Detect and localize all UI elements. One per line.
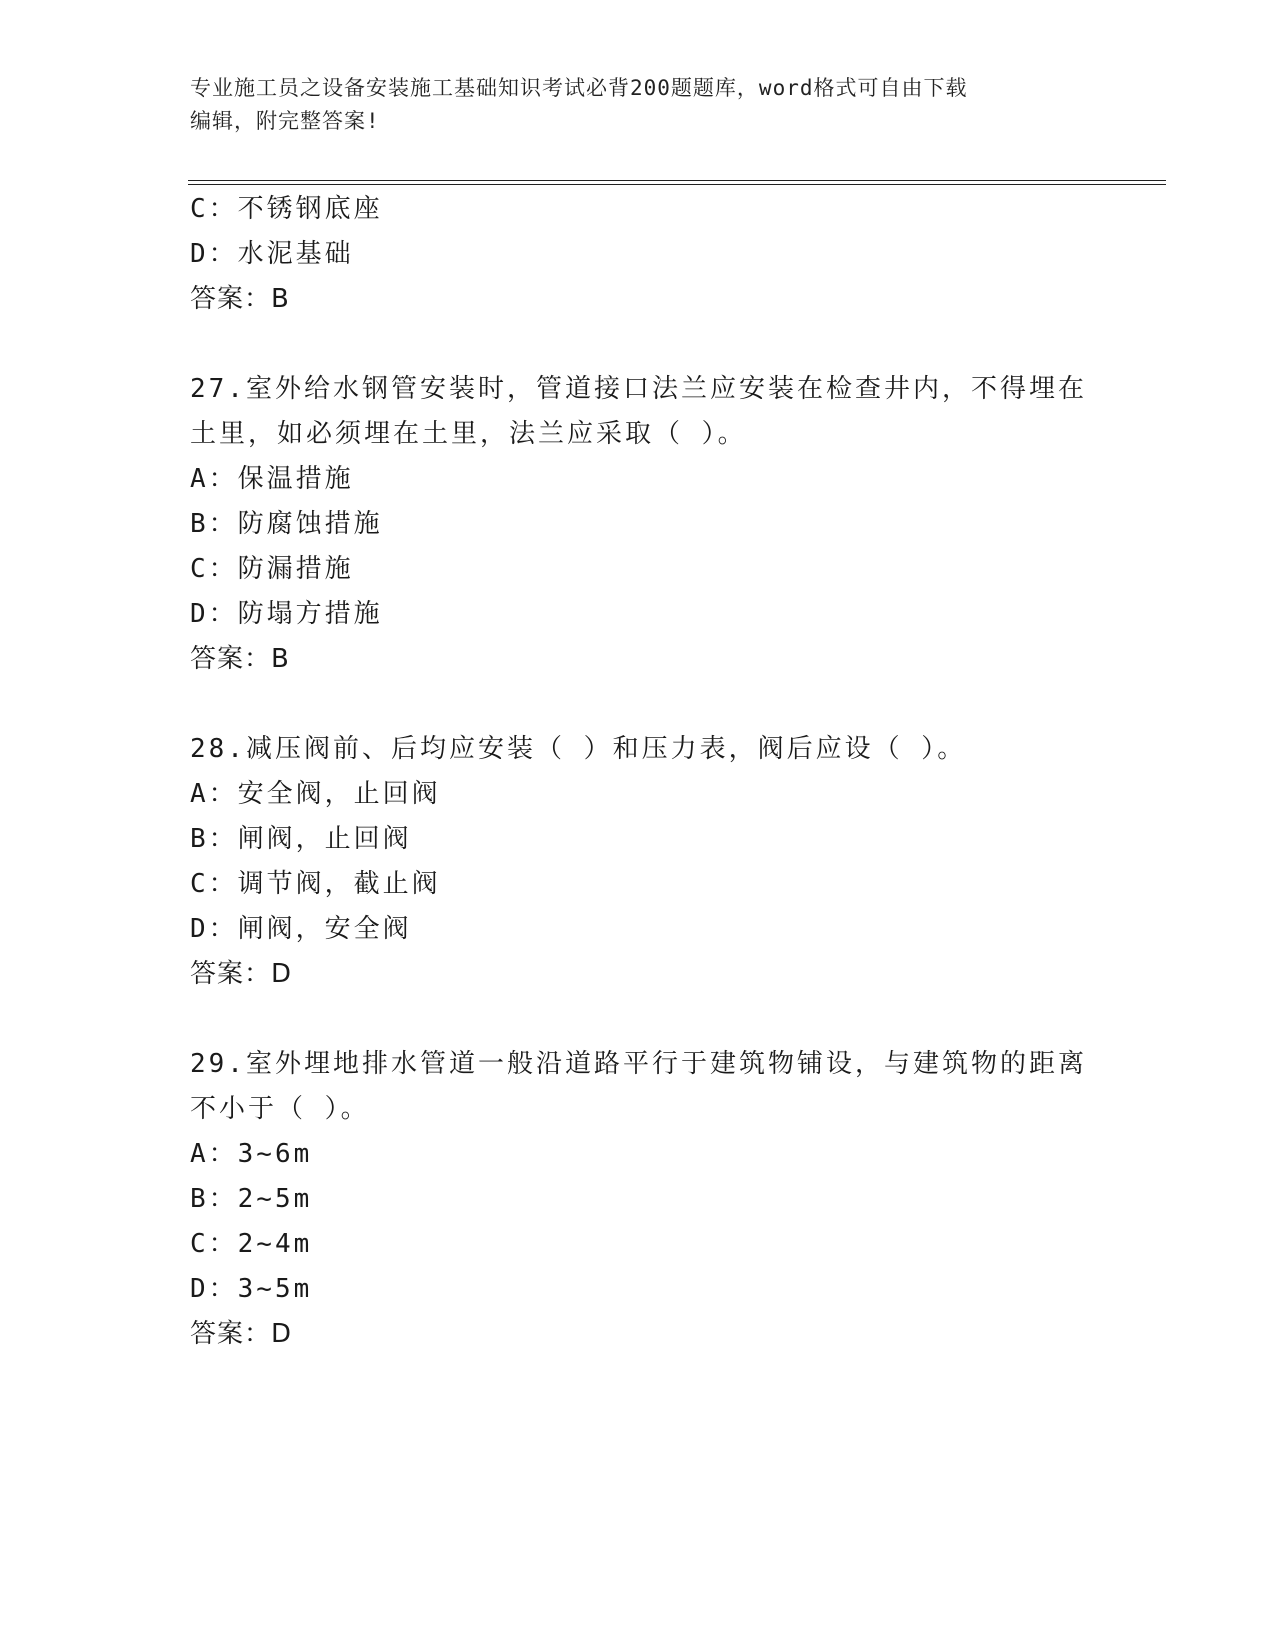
q28-option-c: C：调节阀，截止阀 [190, 869, 441, 899]
q26-option-d: D：水泥基础 [190, 239, 354, 269]
q27-answer: 答案：B [190, 644, 290, 674]
q27-option-a: A：保温措施 [190, 464, 354, 494]
header-title-line-1: 专业施工员之设备安装施工基础知识考试必背200题题库，word格式可自由下载 [190, 76, 968, 100]
q29-stem-line-2: 不小于（ ）。 [190, 1094, 370, 1124]
q28-stem-line-1: 28.减压阀前、后均应安装（ ）和压力表，阀后应设（ ）。 [190, 734, 967, 764]
q26-option-c: C：不锈钢底座 [190, 194, 383, 224]
q29-stem-line-1: 29.室外埋地排水管道一般沿道路平行于建筑物铺设，与建筑物的距离 [190, 1049, 1087, 1079]
page-header [190, 72, 1090, 138]
q29-answer: 答案：D [190, 1319, 293, 1349]
q28-option-b: B：闸阀，止回阀 [190, 824, 412, 854]
header-title-line-2: 编辑，附完整答案! [190, 109, 380, 133]
q27-option-d: D：防塌方措施 [190, 599, 383, 629]
q29-option-b: B：2~5m [190, 1184, 313, 1214]
q29-option-a: A：3~6m [190, 1139, 313, 1169]
header-divider-top [188, 180, 1166, 181]
q26-answer: 答案：B [190, 284, 290, 314]
header-divider-bottom [188, 184, 1166, 185]
q27-option-b: B：防腐蚀措施 [190, 509, 383, 539]
q27-stem-line-1: 27.室外给水钢管安装时，管道接口法兰应安装在检查井内，不得埋在 [190, 374, 1087, 404]
q29-option-c: C：2~4m [190, 1229, 313, 1259]
q28-option-a: A：安全阀，止回阀 [190, 779, 441, 809]
q28-answer: 答案：D [190, 959, 293, 989]
q29-option-d: D：3~5m [190, 1274, 313, 1304]
q28-option-d: D：闸阀，安全阀 [190, 914, 412, 944]
q27-stem-line-2: 土里，如必须埋在土里，法兰应采取（ ）。 [190, 419, 747, 449]
q27-option-c: C：防漏措施 [190, 554, 354, 584]
